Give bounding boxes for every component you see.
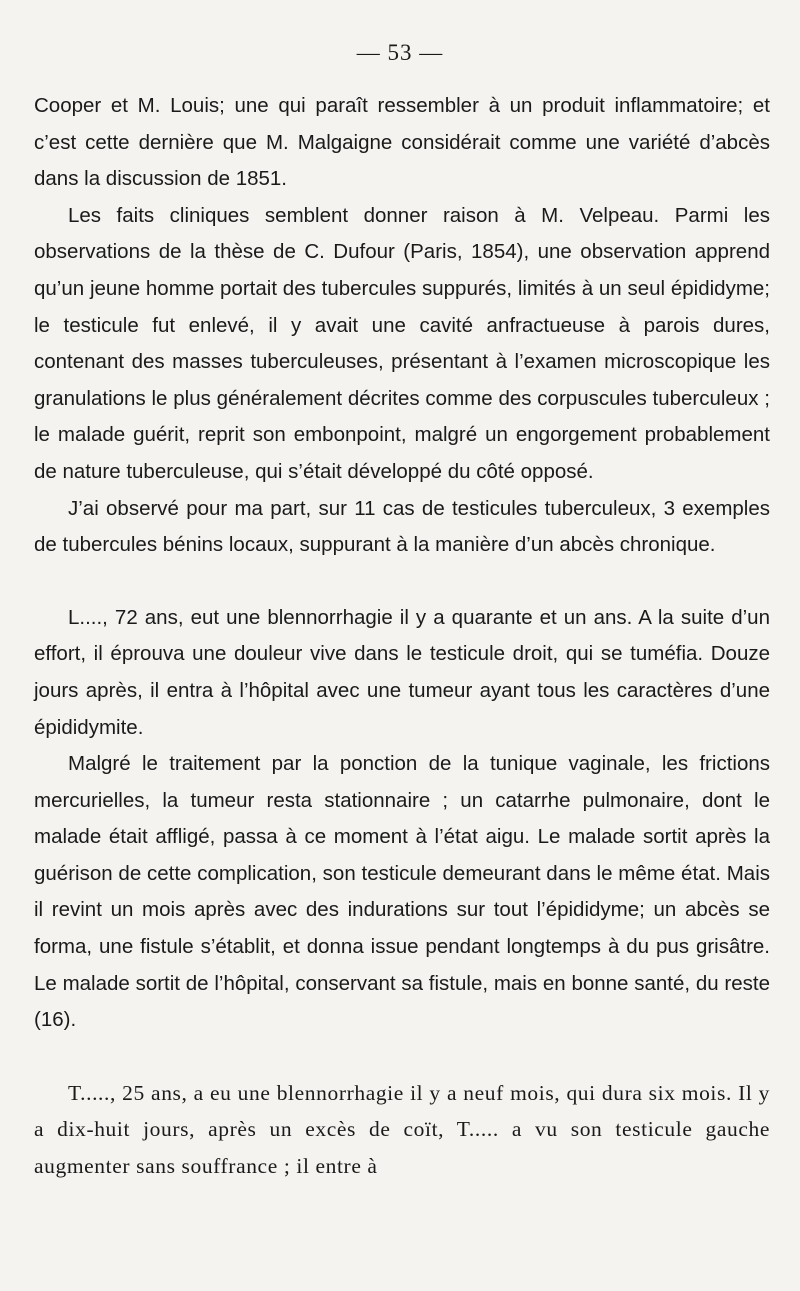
paragraph-continuation: Cooper et M. Louis; une qui paraît ressembler à un produit inflammatoire; et c’est cette dernière que M. Malgaigne considérait comme une variété d’abcès dans la discussion de 1851. <box>34 94 770 191</box>
paragraph-case-l: L...., 72 ans, eut une blennorrhagie il y a quarante et un ans. A la suite d’un effort, il éprouva une douleur vive dans le testicule droit, qui se tuméfia. Douze jours après, il entra à l’hôpital avec une tumeur ayant tous les caractères d’une épididymite. <box>34 605 770 739</box>
paragraph-case-l-treatment: Malgré le traitement par la ponction de la tunique vaginale, les frictions mercurielles, la tumeur resta stationnaire ; un catarrhe pulmonaire, dont le malade était affligé, passa à ce moment à l’état aigu. Le malade sortit après la guérison de cette complication, son testicule demeurant dans le même état. Mais il revint un mois après avec des indurations sur tout l’épididyme; un abcès se forma, une fistule s’établit, et donna issue pendant longtemps à du pus grisâtre. Le malade sortit de l’hôpital, conservant sa fistule, mais en bonne santé, du reste (16). <box>34 752 770 1032</box>
paragraph-clinical-facts: Les faits cliniques semblent donner raison à M. Velpeau. Parmi les observations de la thèse de C. Dufour (Paris, 1854), une observation apprend qu’un jeune homme portait des tubercules suppurés, limités à un seul épididyme; le testicule fut enlevé, il y avait une cavité anfractueuse à parois dures, contenant des masses tuberculeuses, présentant à l’examen microscopique les granulations le plus généralement décrites comme des corpuscules tuberculeux ; le malade guérit, reprit son embonpoint, malgré un engorgement probablement de nature tuberculeuse, qui s’était développé du côté opposé. <box>34 203 770 483</box>
paragraph-case-t: T....., 25 ans, a eu une blennorrhagie il y a neuf mois, qui dura six mois. Il y a dix-huit jours, après un excès de coït, T..... a vu son testicule gauche augmenter sans souffrance ; il entre à <box>34 1080 770 1179</box>
paragraph-own-observations: J’ai observé pour ma part, sur 11 cas de testicules tuberculeux, 3 exemples de tubercules bénins locaux, suppurant à la manière d’un abcès chronique. <box>34 496 770 557</box>
page-number: — 53 — <box>356 40 444 65</box>
